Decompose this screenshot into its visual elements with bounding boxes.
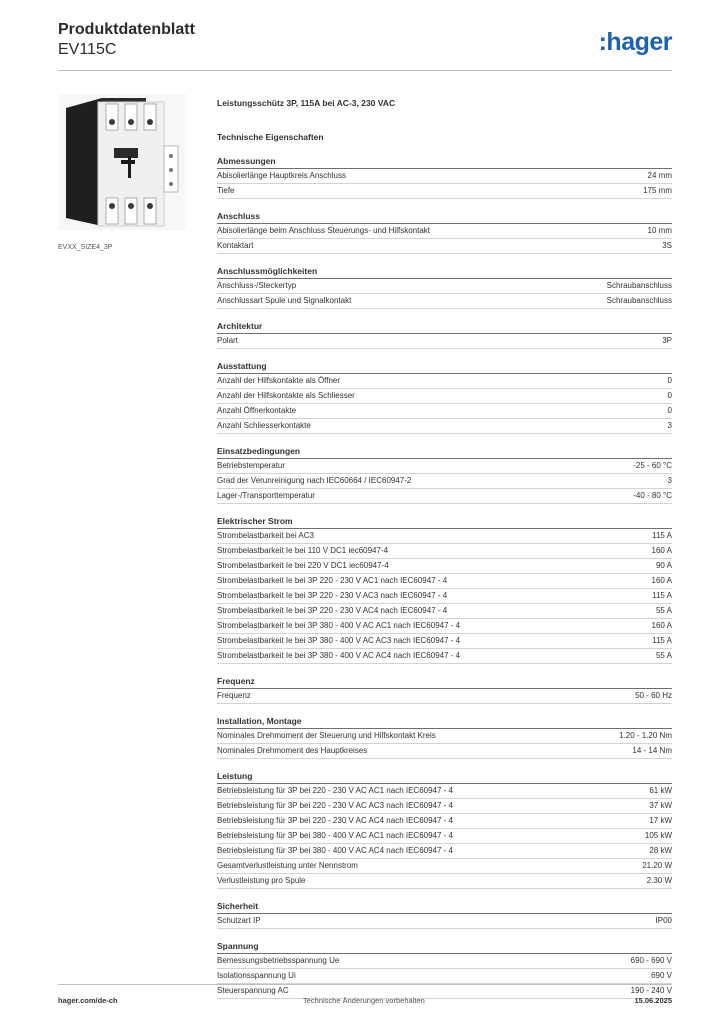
contactor-illustration bbox=[58, 94, 186, 230]
section-title: Spannung bbox=[217, 940, 672, 954]
spec-section bbox=[217, 155, 672, 199]
spec-row bbox=[217, 389, 672, 404]
section-title: Frequenz bbox=[217, 675, 672, 689]
spec-label: Verlustleistung pro Spule bbox=[217, 876, 306, 885]
spec-value: 115 A bbox=[652, 591, 672, 600]
spec-row bbox=[217, 184, 672, 199]
spec-row bbox=[217, 859, 672, 874]
spec-value: 28 kW bbox=[649, 846, 672, 855]
spec-value: 690 - 690 V bbox=[630, 956, 672, 965]
spec-row bbox=[217, 559, 672, 574]
spec-label: Kontaktart bbox=[217, 241, 254, 250]
spec-value: 115 A bbox=[652, 531, 672, 540]
product-image bbox=[58, 94, 186, 230]
spec-value: 3P bbox=[662, 336, 672, 345]
spec-row bbox=[217, 969, 672, 984]
spec-row bbox=[217, 874, 672, 889]
spec-label: Gesamtverlustleistung unter Nennstrom bbox=[217, 861, 358, 870]
section-title: Anschluss bbox=[217, 210, 672, 224]
spec-value: 690 V bbox=[651, 971, 672, 980]
spec-row bbox=[217, 489, 672, 504]
spec-row bbox=[217, 729, 672, 744]
spec-value: 105 kW bbox=[644, 831, 672, 840]
footer-website[interactable]: hager.com/de-ch bbox=[58, 996, 118, 1005]
spec-sections bbox=[217, 155, 672, 999]
spec-value: Schraubanschluss bbox=[606, 281, 672, 290]
spec-content bbox=[217, 96, 672, 999]
spec-row bbox=[217, 294, 672, 309]
spec-row bbox=[217, 649, 672, 664]
spec-section bbox=[217, 940, 672, 999]
spec-label: Bemessungsbetriebsspannung Ue bbox=[217, 956, 340, 965]
tech-heading: Technische Eigenschaften bbox=[217, 132, 324, 142]
spec-value: 3S bbox=[662, 241, 672, 250]
spec-row bbox=[217, 239, 672, 254]
spec-label: Polart bbox=[217, 336, 238, 345]
spec-label: Strombelastbarkeit Ie bei 220 V DC1 iec60947-4 bbox=[217, 561, 389, 570]
spec-label: Tiefe bbox=[217, 186, 235, 195]
spec-row bbox=[217, 224, 672, 239]
section-title: Ausstattung bbox=[217, 360, 672, 374]
spec-label: Strombelastbarkeit bei AC3 bbox=[217, 531, 314, 540]
spec-label: Betriebsleistung für 3P bei 220 - 230 V AC AC4 nach IEC60947 - 4 bbox=[217, 816, 453, 825]
spec-row bbox=[217, 404, 672, 419]
spec-label: Betriebsleistung für 3P bei 380 - 400 V AC AC4 nach IEC60947 - 4 bbox=[217, 846, 453, 855]
footer-date: 15.06.2025 bbox=[634, 996, 672, 1005]
spec-label: Betriebsleistung für 3P bei 380 - 400 V AC AC1 nach IEC60947 - 4 bbox=[217, 831, 453, 840]
spec-row bbox=[217, 784, 672, 799]
spec-row bbox=[217, 169, 672, 184]
spec-label: Strombelastbarkeit Ie bei 3P 220 - 230 V AC1 nach IEC60947 - 4 bbox=[217, 576, 448, 585]
spec-value: 61 kW bbox=[649, 786, 672, 795]
spec-section bbox=[217, 265, 672, 309]
spec-row bbox=[217, 574, 672, 589]
spec-label: Betriebsleistung für 3P bei 220 - 230 V AC AC1 nach IEC60947 - 4 bbox=[217, 786, 453, 795]
spec-value: 1.20 - 1.20 Nm bbox=[619, 731, 672, 740]
spec-label: Strombelastbarkeit Ie bei 3P 220 - 230 V AC3 nach IEC60947 - 4 bbox=[217, 591, 448, 600]
spec-value: 0 bbox=[667, 376, 672, 385]
spec-value: Schraubanschluss bbox=[606, 296, 672, 305]
spec-value: 115 A bbox=[652, 636, 672, 645]
spec-row bbox=[217, 744, 672, 759]
spec-label: Lager-/Transporttemperatur bbox=[217, 491, 315, 500]
footer-note: Technische Änderungen vorbehalten bbox=[303, 996, 425, 1005]
spec-value: 55 A bbox=[655, 606, 672, 615]
spec-label: Frequenz bbox=[217, 691, 251, 700]
spec-row bbox=[217, 334, 672, 349]
spec-value: -40 - 80 °C bbox=[633, 491, 672, 500]
spec-value: 14 - 14 Nm bbox=[632, 746, 672, 755]
spec-value: 160 A bbox=[651, 621, 672, 630]
hager-logo: :hager bbox=[598, 28, 672, 56]
footer-divider bbox=[58, 984, 672, 985]
spec-section bbox=[217, 770, 672, 889]
spec-row bbox=[217, 914, 672, 929]
spec-value: 0 bbox=[667, 406, 672, 415]
spec-row bbox=[217, 589, 672, 604]
product-description: Leistungsschütz 3P, 115A bei AC-3, 230 VAC bbox=[217, 98, 396, 108]
spec-value: IP00 bbox=[655, 916, 672, 925]
spec-label: Abisolierlänge Hauptkreis Anschluss bbox=[217, 171, 346, 180]
spec-label: Betriebsleistung für 3P bei 220 - 230 V AC AC3 nach IEC60947 - 4 bbox=[217, 801, 453, 810]
page-header bbox=[58, 20, 672, 68]
spec-section bbox=[217, 515, 672, 664]
spec-label: Anzahl der Hilfskontakte als Schliesser bbox=[217, 391, 355, 400]
spec-row bbox=[217, 374, 672, 389]
spec-value: 190 - 240 V bbox=[630, 986, 672, 995]
spec-value: 90 A bbox=[655, 561, 672, 570]
section-title: Anschlussmöglichkeiten bbox=[217, 265, 672, 279]
spec-section bbox=[217, 900, 672, 929]
header-divider bbox=[58, 70, 672, 71]
spec-value: 3 bbox=[667, 421, 672, 430]
spec-label: Schutzart IP bbox=[217, 916, 261, 925]
spec-row bbox=[217, 529, 672, 544]
spec-label: Anschlussart Spule und Signalkontakt bbox=[217, 296, 352, 305]
section-title: Architektur bbox=[217, 320, 672, 334]
spec-label: Grad der Verunreinigung nach IEC60664 / IEC60947-2 bbox=[217, 476, 412, 485]
spec-value: 55 A bbox=[655, 651, 672, 660]
spec-row bbox=[217, 844, 672, 859]
spec-value: 0 bbox=[667, 391, 672, 400]
spec-value: 10 mm bbox=[647, 226, 672, 235]
spec-row bbox=[217, 604, 672, 619]
spec-row bbox=[217, 829, 672, 844]
spec-label: Anzahl Schliesserkontakte bbox=[217, 421, 311, 430]
spec-label: Anzahl der Hilfskontakte als Öffner bbox=[217, 376, 341, 385]
spec-value: 2.30 W bbox=[646, 876, 672, 885]
spec-section bbox=[217, 715, 672, 759]
spec-section bbox=[217, 360, 672, 434]
spec-section bbox=[217, 320, 672, 349]
spec-value: 21.20 W bbox=[642, 861, 672, 870]
spec-label: Strombelastbarkeit Ie bei 3P 380 - 400 V AC AC4 nach IEC60947 - 4 bbox=[217, 651, 461, 660]
section-title: Sicherheit bbox=[217, 900, 672, 914]
spec-label: Anschluss-/Steckertyp bbox=[217, 281, 297, 290]
spec-row bbox=[217, 814, 672, 829]
spec-label: Betriebstemperatur bbox=[217, 461, 286, 470]
section-title: Abmessungen bbox=[217, 155, 672, 169]
spec-label: Strombelastbarkeit Ie bei 3P 380 - 400 V AC AC3 nach IEC60947 - 4 bbox=[217, 636, 461, 645]
section-title: Einsatzbedingungen bbox=[217, 445, 672, 459]
spec-label: Abisolierlänge beim Anschluss Steuerungs- und Hilfskontakt bbox=[217, 226, 431, 235]
spec-row bbox=[217, 634, 672, 649]
spec-label: Isolationsspannung Ui bbox=[217, 971, 296, 980]
spec-value: 50 - 60 Hz bbox=[635, 691, 672, 700]
spec-row bbox=[217, 619, 672, 634]
spec-row bbox=[217, 984, 672, 999]
spec-value: 160 A bbox=[651, 576, 672, 585]
section-title: Elektrischer Strom bbox=[217, 515, 672, 529]
section-title: Leistung bbox=[217, 770, 672, 784]
spec-row bbox=[217, 954, 672, 969]
spec-row bbox=[217, 419, 672, 434]
spec-section bbox=[217, 445, 672, 504]
spec-label: Steuerspannung AC bbox=[217, 986, 289, 995]
spec-section bbox=[217, 210, 672, 254]
spec-value: 17 kW bbox=[649, 816, 672, 825]
spec-label: Nominales Drehmoment des Hauptkreises bbox=[217, 746, 368, 755]
spec-label: Strombelastbarkeit Ie bei 3P 220 - 230 V AC4 nach IEC60947 - 4 bbox=[217, 606, 448, 615]
spec-row bbox=[217, 544, 672, 559]
document-title: Produktdatenblatt bbox=[58, 21, 195, 38]
spec-value: 3 bbox=[667, 476, 672, 485]
spec-label: Strombelastbarkeit Ie bei 3P 380 - 400 V AC AC1 nach IEC60947 - 4 bbox=[217, 621, 461, 630]
spec-value: 37 kW bbox=[649, 801, 672, 810]
spec-label: Nominales Drehmoment der Steuerung und Hilfskontakt Kreis bbox=[217, 731, 436, 740]
spec-row bbox=[217, 689, 672, 704]
spec-value: 24 mm bbox=[647, 171, 672, 180]
spec-row bbox=[217, 279, 672, 294]
section-title: Installation, Montage bbox=[217, 715, 672, 729]
spec-section bbox=[217, 675, 672, 704]
spec-row bbox=[217, 459, 672, 474]
spec-value: 175 mm bbox=[643, 186, 672, 195]
spec-label: Strombelastbarkeit Ie bei 110 V DC1 iec60947-4 bbox=[217, 546, 389, 555]
spec-row bbox=[217, 799, 672, 814]
spec-row bbox=[217, 474, 672, 489]
spec-value: -25 - 60 °C bbox=[633, 461, 672, 470]
image-caption: EVXX_SIZE4_3P bbox=[58, 244, 113, 251]
product-code: EV115C bbox=[58, 41, 117, 58]
spec-label: Anzahl Öffnerkontakte bbox=[217, 406, 297, 415]
spec-value: 160 A bbox=[651, 546, 672, 555]
